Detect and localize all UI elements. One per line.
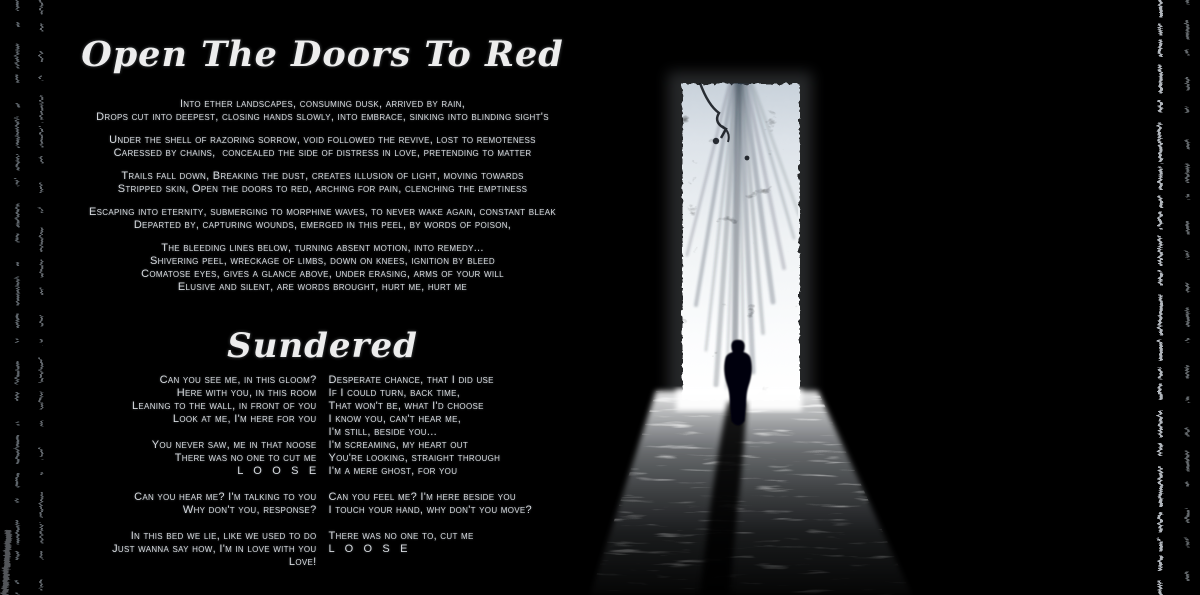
lyric-line: Comatose eyes, gives a glance above, under erasing, arms of your will — [141, 268, 504, 280]
lyric-line: Why don't you, response? — [182, 504, 317, 516]
lyric-line: Into ether landscapes, consuming dusk, arrived by rain, — [179, 98, 466, 110]
lyric-line: L O O S E — [328, 543, 408, 555]
stanza — [30, 98, 615, 124]
stanza — [30, 134, 615, 160]
lyric-line: Can you see me, in this gloom? — [159, 374, 317, 386]
stanza — [329, 491, 611, 517]
lyric-line: There was no one to cut me — [174, 452, 317, 464]
lyric-line: If I could turn, back time, — [328, 387, 461, 399]
stanza — [35, 374, 317, 426]
lyric-line: L O O S E — [237, 465, 317, 477]
lyric-line: Just wanna say how, I'm in love with you — [112, 543, 317, 555]
lyric-line: Here with you, in this room — [176, 387, 317, 399]
song1-lyrics — [30, 98, 615, 304]
lyric-line: I'm still, beside you... — [328, 426, 437, 438]
lyric-line: In this bed we lie, like we used to do — [130, 530, 317, 542]
song2-left-column — [35, 374, 317, 582]
song2-right-column — [329, 374, 611, 582]
stanza — [30, 170, 615, 196]
lyric-line: There was no one to, cut me — [328, 530, 474, 542]
lyric-line: Desperate chance, that I did use — [328, 374, 494, 386]
lyric-line: I'm screaming, my heart out — [328, 439, 469, 451]
lyric-line: Love! — [288, 556, 317, 568]
song-title-sundered: Sundered — [227, 326, 418, 366]
song-title-open-the-doors-to-red: Open The Doors To Red — [81, 34, 564, 75]
stanza — [329, 374, 611, 478]
lyric-line: Shivering peel, wreckage of limbs, down on knees, ignition by bleed — [150, 255, 495, 267]
floor-light-spill — [580, 383, 930, 595]
song2-lyrics — [30, 374, 615, 582]
stanza — [329, 530, 611, 556]
lyrics-panel — [30, 0, 615, 595]
lyric-line: Drops cut into deepest, closing hands slowly, into embrace, sinking into blinding sight's — [96, 111, 549, 123]
floor-speckles — [580, 383, 930, 595]
stanza — [35, 530, 317, 569]
lyric-line: Can you hear me? I'm talking to you — [134, 491, 317, 503]
lyric-line: Stripped skin, Open the doors to red, arching for pain, clenching the emptiness — [117, 183, 528, 195]
lyric-line: That won't be, what I'd choose — [328, 400, 484, 412]
stanza — [30, 206, 615, 232]
stanza — [35, 439, 317, 478]
lyric-line: You never saw, me in that noose — [151, 439, 317, 451]
lyric-line: The bleeding lines below, turning absent motion, into remedy... — [161, 242, 484, 254]
lyric-line: Can you feel me? I'm here beside you — [328, 491, 516, 503]
lyric-line: I touch your hand, why don't you move? — [328, 504, 532, 516]
lyric-line: I know you, can't hear me, — [328, 413, 462, 425]
lyric-line: You're looking, straight through — [328, 452, 501, 464]
lyric-line: I'm a mere ghost, for you — [328, 465, 458, 477]
stanza — [30, 242, 615, 294]
lyric-line: Leaning to the wall, in front of you — [132, 400, 317, 412]
lyric-line: Escaping into eternity, submerging to morphine waves, to never wake again, constant bleak — [88, 206, 557, 218]
stanza — [35, 491, 317, 517]
lyric-line: Look at me, I'm here for you — [172, 413, 317, 425]
lyric-line: Caressed by chains, concealed the side of distress in love, pretending to matter — [113, 147, 532, 159]
lyric-line: Under the shell of razoring sorrow, void followed the revive, lost to remoteness — [109, 134, 536, 146]
lyric-line: Trails fall down, Breaking the dust, creates illusion of light, moving towards — [121, 170, 524, 182]
lyric-line: Elusive and silent, are words brought, hurt me, hurt me — [177, 281, 468, 293]
lyric-line: Departed by, capturing wounds, emerged in this peel, by words of poison, — [133, 219, 512, 231]
